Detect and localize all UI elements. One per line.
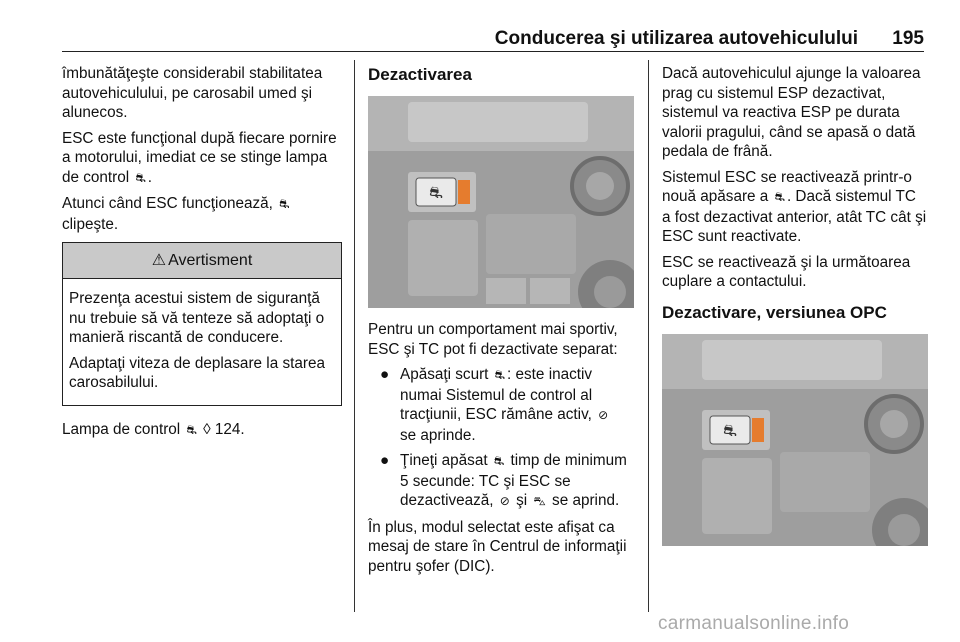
paragraph: Sistemul ESC se reactivează printr-o nouă apăsare a ⛐ . Dacă sistemul TC a fost dezactivat anterior, atât TC cât şi ESC sunt reactivate. xyxy=(662,168,927,245)
esc-off-icon: ⊘ xyxy=(598,408,609,422)
page-header xyxy=(62,26,924,52)
paragraph: ESC se reactivează şi la următoarea cuplare a contactului. xyxy=(662,253,911,290)
column-divider xyxy=(354,60,355,612)
esc-indicator-icon: ⛐ xyxy=(493,454,505,468)
column-middle xyxy=(368,64,634,582)
paragraph: îmbunătăţeşte considerabil stabilitatea autovehiculului, pe carosabil umed şi alunecos. xyxy=(62,65,323,121)
warning-header: ⚠ Avertisment xyxy=(63,243,341,279)
warning-box xyxy=(62,242,342,406)
svg-text:⛐: ⛐ xyxy=(429,183,443,202)
tc-off-icon: ⛍ xyxy=(533,494,546,508)
bullet-icon: ● xyxy=(380,366,390,383)
paragraph: Pentru un comportament mai sportiv, ESC şi TC pot fi dezactivate separat: xyxy=(368,321,618,358)
section-heading: Dezactivare, versiunea OPC xyxy=(662,302,887,322)
center-console-photo xyxy=(368,96,634,308)
section-heading: Dezactivarea xyxy=(368,65,472,84)
chapter-title: Conducerea şi utilizarea autovehiculului xyxy=(494,28,858,49)
page-number: 195 xyxy=(892,28,924,49)
paragraph: Lampa de control ⛐ ◊ 124. xyxy=(62,420,342,441)
warning-triangle-icon: ⚠ xyxy=(151,251,167,269)
esc-indicator-icon: ⛐ xyxy=(135,170,146,185)
esc-indicator-icon: ⛐ xyxy=(279,197,290,211)
bullet-icon: ● xyxy=(380,452,390,469)
watermark-text: carmanualsonline.info xyxy=(658,613,850,634)
svg-text:⛐: ⛐ xyxy=(723,420,737,440)
column-right xyxy=(662,64,928,558)
esc-indicator-icon: ⛐ xyxy=(186,422,197,437)
esc-off-icon: ⊘ xyxy=(499,494,510,508)
paragraph: În plus, modul selectat este afişat ca mesaj de stare în Centrul de informaţii pentru şofer (DIC). xyxy=(368,518,627,575)
opc-console-photo xyxy=(662,334,928,546)
list-item: ● Apăsaţi scurt ⛐ : este inactiv numai Sistemul de control al tracţiunii, ESC rămâne activ, ⊘ se aprinde. xyxy=(380,366,609,444)
paragraph: Atunci când ESC funcţionează, ⛐ clipeşte. xyxy=(62,195,290,233)
paragraph: Dacă autovehiculul ajunge la valoarea prag cu sistemul ESP dezactivat, sistemul va reactiva ESP pe durata valorii pragului, când se apasă o dată pedala de frână. xyxy=(662,65,921,160)
paragraph: ESC este funcţional după fiecare pornire a motorului, imediat ce se stinge lampa de control ⛐ . xyxy=(62,129,342,189)
column-left xyxy=(62,64,342,446)
warning-text: Prezenţa acestui sistem de siguranţă nu trebuie să vă tenteze să adoptaţi o manieră riscantă de conducere. xyxy=(69,290,325,346)
list-item: ● Ţineţi apăsat ⛐ timp de minimum 5 secunde: TC şi ESC se dezactivează, ⊘ şi ⛍ se aprind. xyxy=(368,451,634,512)
esc-indicator-icon: ⛐ xyxy=(774,190,785,204)
column-divider xyxy=(648,60,649,612)
warning-text: Adaptaţi viteza de deplasare la starea carosabilului. xyxy=(69,354,325,391)
esc-indicator-icon: ⛐ xyxy=(494,368,506,382)
reference-arrow-icon: ◊ xyxy=(203,420,211,438)
